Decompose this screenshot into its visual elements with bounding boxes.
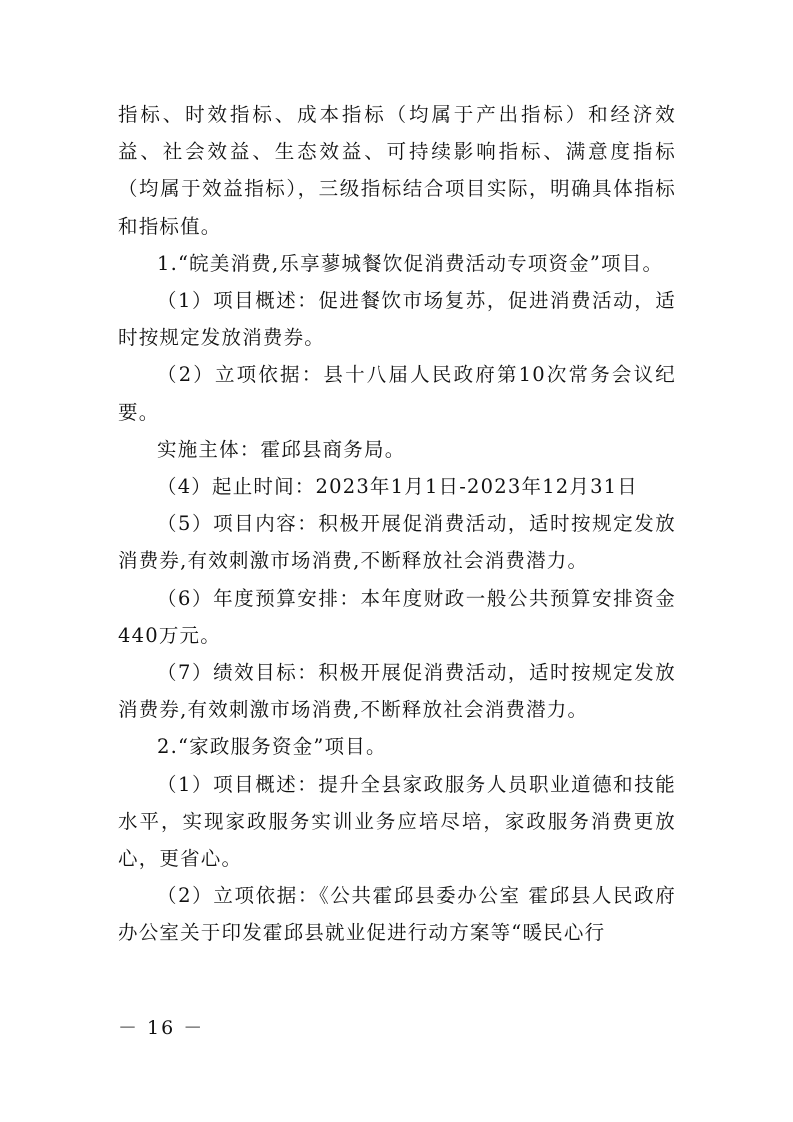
document-body	[118, 96, 676, 952]
paragraph-project-2-title: 2.“家政服务资金”项目。	[157, 735, 387, 759]
paragraph-project-2-overview: （1）项目概述：提升全县家政服务人员职业道德和技能水平，实现家政服务实训业务应培尽培，家政服务消费更放心，更省心。	[118, 772, 676, 871]
paragraph-project-1-goal: （7）绩效目标：积极开展促消费活动，适时按规定发放消费券,有效刺激市场消费,不断释放社会消费潜力。	[118, 661, 676, 722]
paragraph-project-1-period: （4）起止时间：2023年1月1日-2023年12月31日	[157, 475, 638, 499]
paragraph-project-2-basis: （2）立项依据：《公共霍邱县委办公室 霍邱县人民政府办公室关于印发霍邱县就业促进行动方案等“暖民心行	[118, 884, 676, 945]
paragraph-project-1-title: 1.“皖美消费,乐享蓼城餐饮促消费活动专项资金”项目。	[157, 251, 664, 275]
paragraph-project-1-budget: （6）年度预算安排：本年度财政一般公共预算安排资金440万元。	[118, 586, 676, 647]
paragraph-project-1-basis: （2）立项依据：县十八届人民政府第10次常务会议纪要。	[118, 363, 676, 424]
paragraph-project-1-overview: （1）项目概述：促进餐饮市场复苏，促进消费活动，适时按规定发放消费券。	[118, 289, 676, 350]
page-number: － 16 －	[118, 1017, 205, 1039]
paragraph-indicator-continuation: 指标、时效指标、成本指标（均属于产出指标）和经济效益、社会效益、生态效益、可持续影响指标、满意度指标（均属于效益指标），三级指标结合项目实际，明确具体指标和指标值。	[118, 103, 676, 238]
paragraph-project-1-implementer: 实施主体：霍邱县商务局。	[157, 437, 406, 461]
paragraph-project-1-content: （5）项目内容：积极开展促消费活动，适时按规定发放消费券,有效刺激市场消费,不断释放社会消费潜力。	[118, 512, 676, 573]
